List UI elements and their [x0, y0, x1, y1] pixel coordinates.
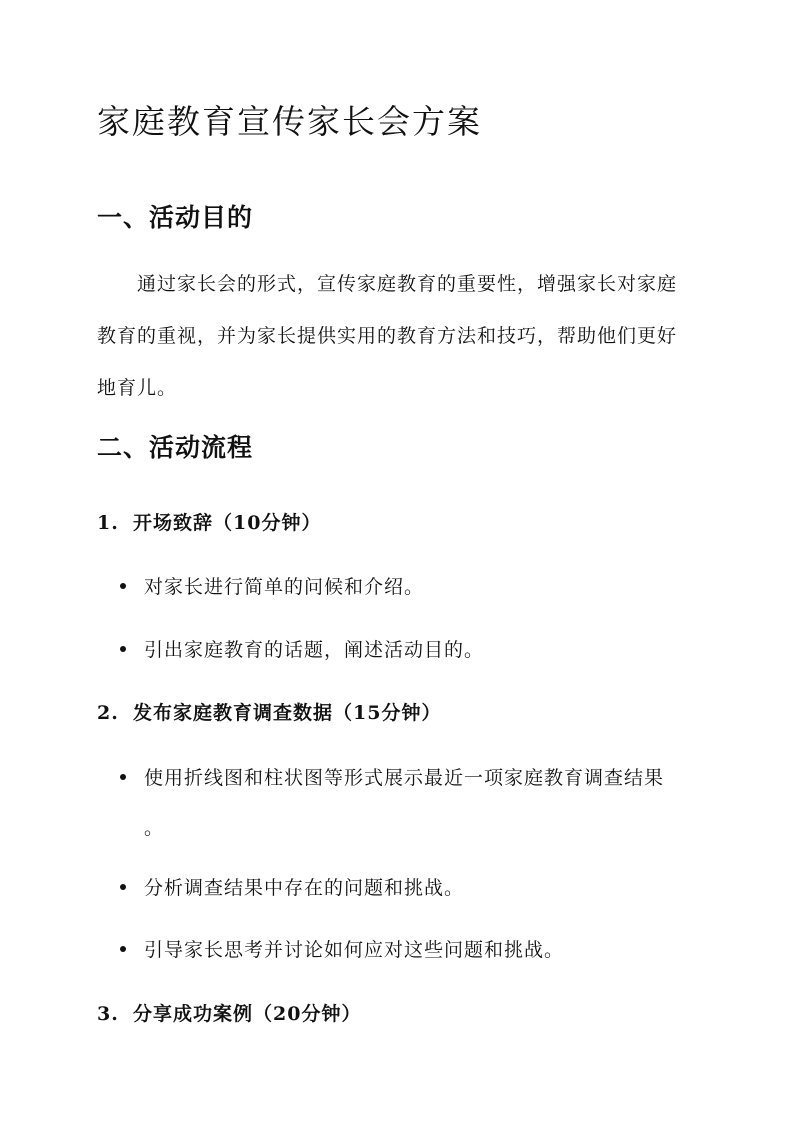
list-item — [120, 873, 464, 900]
list-item-continuation: 。 — [144, 817, 164, 839]
list-item-text: 引导家长思考并讨论如何应对这些问题和挑战。 — [144, 939, 565, 961]
paragraph-line: 地育儿。 — [97, 377, 178, 399]
list-item-text: 使用折线图和柱状图等形式展示最近一项家庭教育调查结果 — [144, 767, 665, 789]
step-title: 开场致辞（10分钟） — [133, 512, 322, 534]
bullet-icon — [120, 774, 126, 780]
paragraph-line: 教育的重视，并为家长提供实用的教育方法和技巧，帮助他们更好 — [97, 325, 678, 347]
document-title: 家庭教育宣传家长会方案 — [97, 102, 482, 141]
bullet-icon — [120, 946, 126, 952]
step-number: 3. — [97, 1003, 119, 1025]
step-heading-2 — [97, 698, 441, 725]
step-number: 1. — [97, 512, 119, 534]
step-title: 分享成功案例（20分钟） — [133, 1003, 362, 1025]
list-item-text: 对家长进行简单的问候和介绍。 — [144, 576, 425, 598]
list-item — [120, 635, 484, 662]
section-heading-purpose: 一、活动目的 — [97, 203, 254, 232]
paragraph-line: 通过家长会的形式，宣传家庭教育的重要性，增强家长对家庭 — [137, 273, 678, 295]
step-number: 2. — [97, 702, 119, 724]
bullet-icon — [120, 646, 126, 652]
list-item — [120, 572, 424, 599]
list-item-text: 分析调查结果中存在的问题和挑战。 — [144, 877, 465, 899]
list-item-text: 引出家庭教育的话题，阐述活动目的。 — [144, 639, 485, 661]
step-heading-1 — [97, 508, 321, 535]
step-heading-3 — [97, 999, 361, 1026]
section-heading-process: 二、活动流程 — [97, 433, 254, 462]
bullet-icon — [120, 583, 126, 589]
list-item — [120, 763, 664, 790]
list-item — [120, 935, 564, 962]
bullet-icon — [120, 884, 126, 890]
purpose-paragraph — [97, 258, 707, 414]
step-title: 发布家庭教育调查数据（15分钟） — [133, 702, 442, 724]
